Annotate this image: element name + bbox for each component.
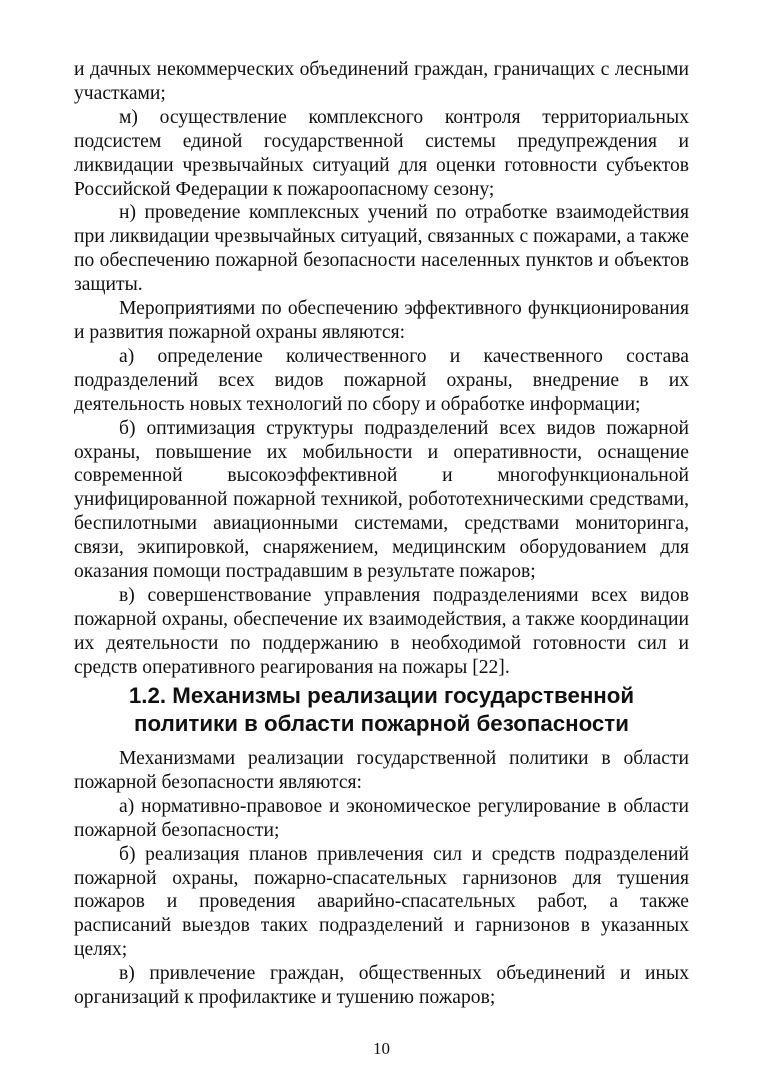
paragraph-10: в) привлечение граждан, общественных объединений и иных организаций к профилактике и тушению пожаров; (74, 963, 689, 1009)
page-number: 10 (373, 1039, 390, 1058)
paragraph-9: б) реализация планов привлечения сил и средств подразделений пожарной охраны, пожарно-спасательных гарнизонов для тушения пожаров и проведения аварийно-спасательных работ, а также расписаний выездов таких подразделений и гарнизонов в указанных целях; (74, 843, 689, 961)
section-heading-line-2: политики в области пожарной безопасности (134, 711, 629, 736)
paragraph-1: м) осуществление комплексного контроля территориальных подсистем единой государственной системы предупреждения и ликвидации чрезвычайных ситуаций для оценки готовности субъектов Российской Федерации к пожароопасному сезону; (74, 106, 689, 200)
section-heading-line-1: 1.2. Механизмы реализации государственной (128, 683, 635, 708)
paragraph-6: в) совершенствование управления подразделениями всех видов пожарной охраны, обеспечение их взаимодействия, а также координации их деятельности по поддержанию в необходимой готовности сил и средств оперативного реагирования на пожары [22]. (74, 584, 689, 678)
body-text-before (74, 58, 689, 680)
paragraph-8: а) нормативно-правовое и экономическое регулирование в области пожарной безопасности; (74, 795, 689, 841)
paragraph-4: а) определение количественного и качественного состава подразделений всех видов пожарной охраны, внедрение в их деятельность новых технологий по сбору и обработке информации; (74, 345, 689, 415)
body-text-after (74, 747, 689, 1010)
paragraph-2: н) проведение комплексных учений по отработке взаимодействия при ликвидации чрезвычайных ситуаций, связанных с пожарами, а также по обеспечению пожарной безопасности населенных пунктов и объектов защиты. (74, 202, 689, 296)
paragraph-7: Механизмами реализации государственной политики в области пожарной безопасности являются: (74, 748, 689, 793)
paragraph-0: и дачных некоммерческих объединений граждан, граничащих с лесными участками; (74, 59, 689, 104)
paragraph-5: б) оптимизация структуры подразделений всех видов пожарной охраны, повышение их мобильности и оперативности, оснащение современной высокоэффективной и многофункциональной унифицированной пожарной техникой, робототехническими средствами, беспилотными авиационными системами, средствами мониторинга, связи, экипировкой, снаряжением, медицинским оборудованием для оказания помощи пострадавшим в результате пожаров; (74, 417, 689, 583)
paragraph-3: Мероприятиями по обеспечению эффективного функционирования и развития пожарной охраны являются: (74, 298, 689, 343)
section-heading (74, 682, 689, 738)
